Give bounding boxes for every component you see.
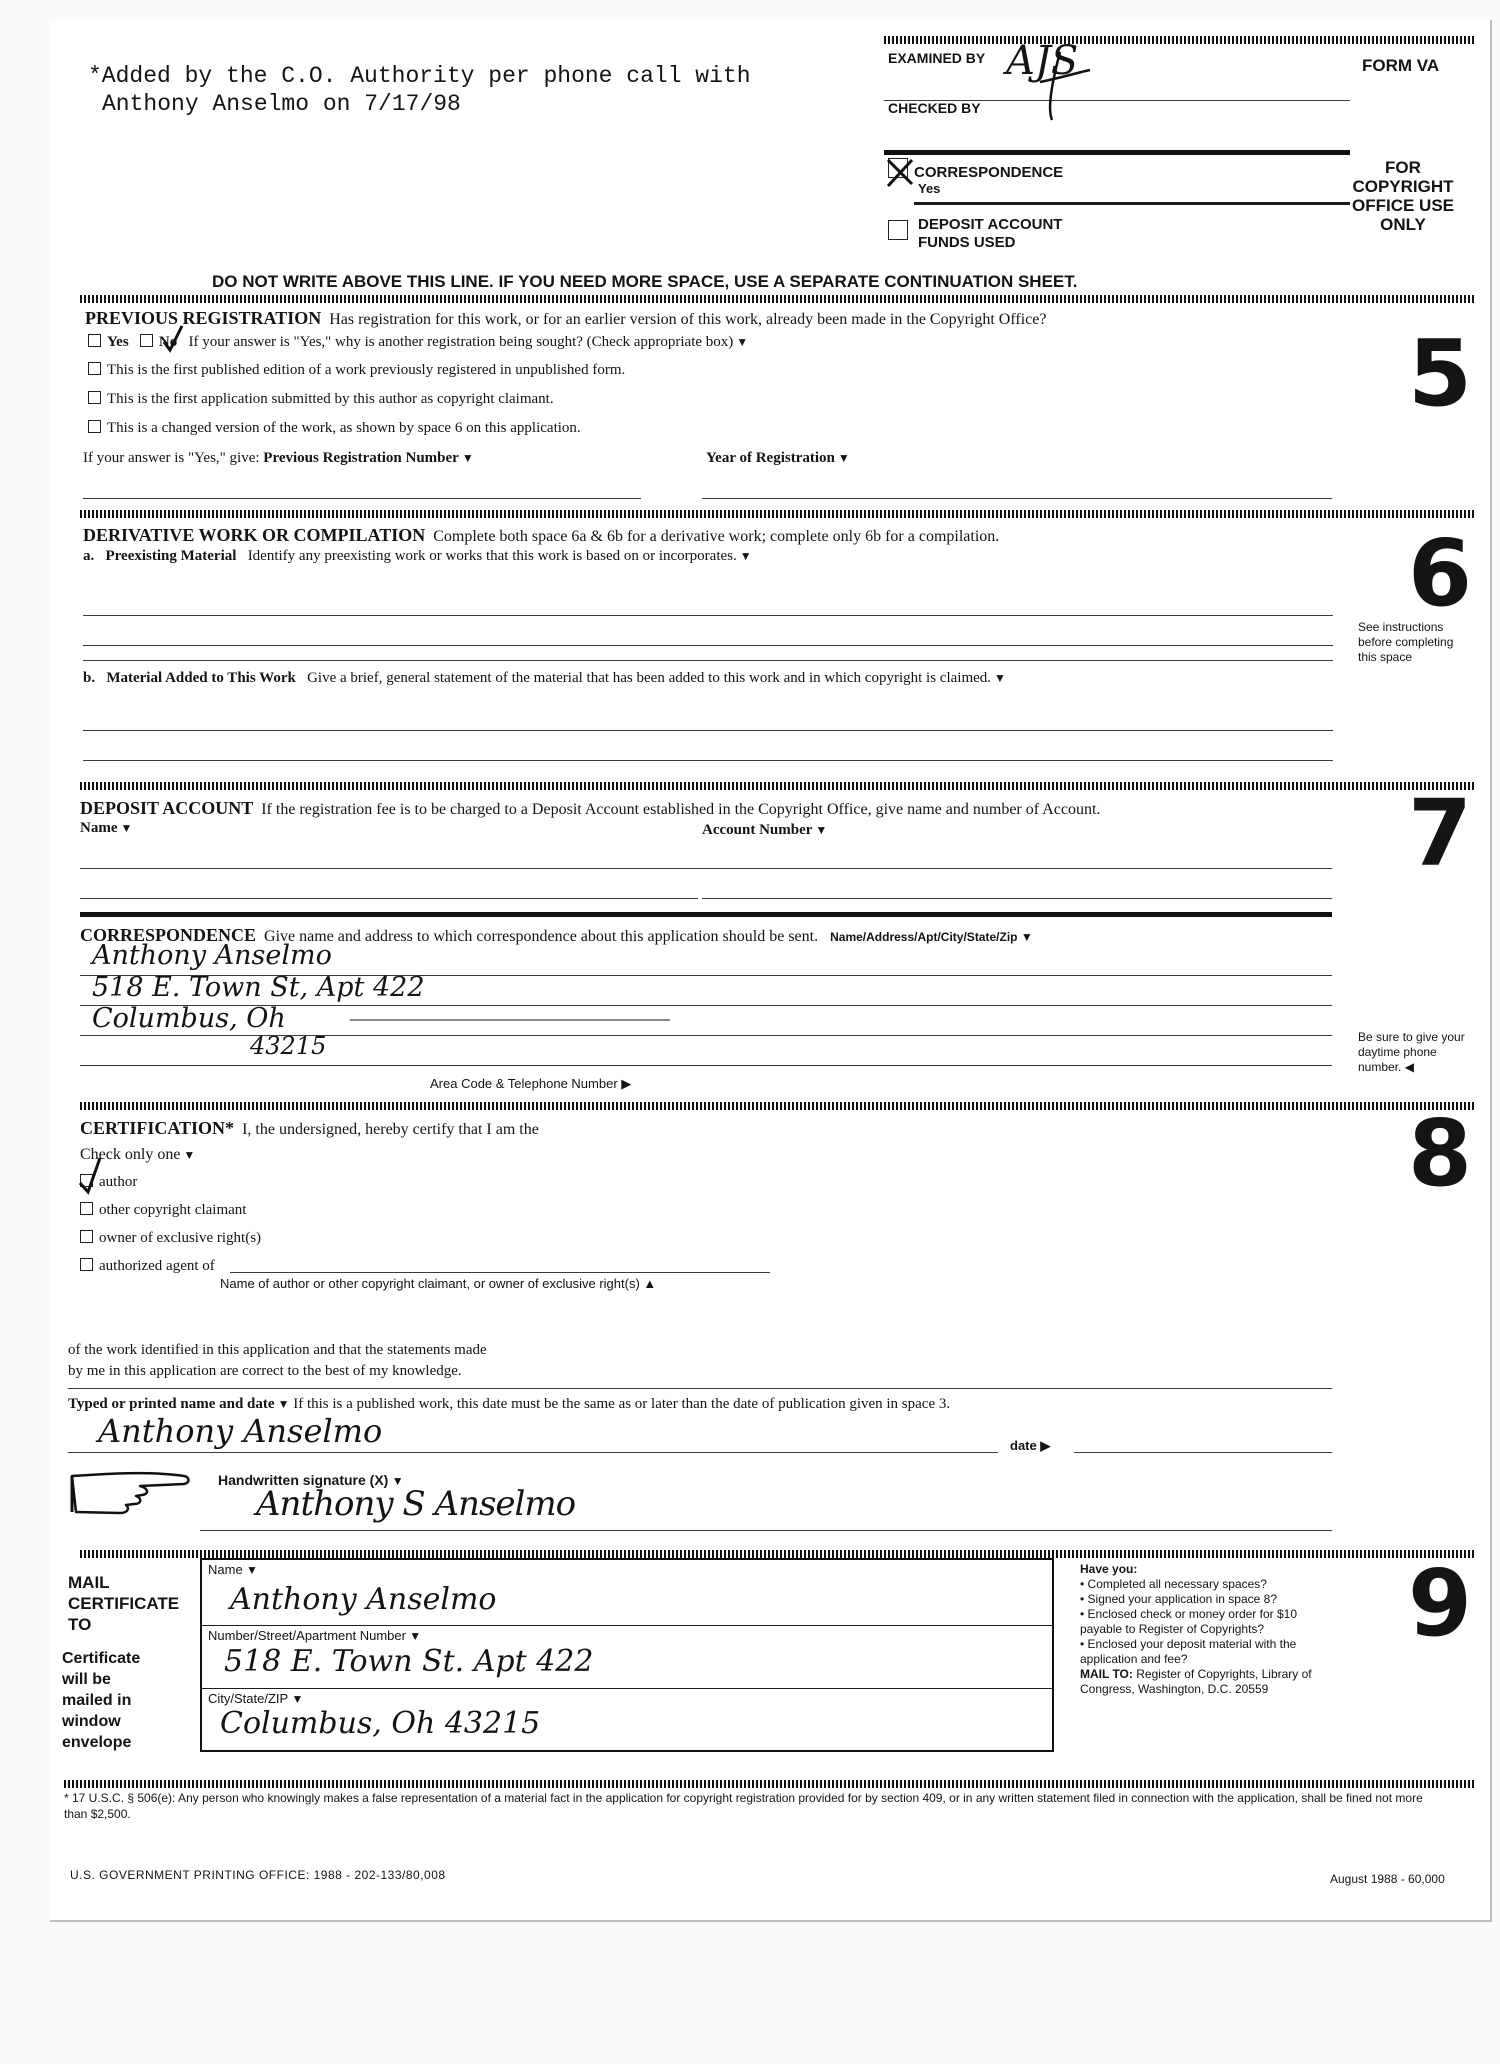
- mail-cert-label: MAIL CERTIFICATE TO: [68, 1573, 180, 1634]
- deriv-heading: DERIVATIVE WORK OR COMPILATION: [83, 525, 426, 545]
- mail-street-value[interactable]: 518 E. Town St. Apt 422: [224, 1644, 594, 1679]
- added-note-line2: Anthony Anselmo on 7/17/98: [102, 91, 461, 117]
- deposit-name-label: Name ▼: [80, 820, 132, 837]
- corr-city: Columbus, Oh: [92, 1003, 286, 1034]
- phone-label-text: Area Code & Telephone Number: [430, 1076, 618, 1091]
- correspondence-label: CORRESPONDENCE: [914, 164, 1064, 181]
- deposit-text: If the registration fee is to be charged to a Deposit Account established in the Copyright Office, give name and number of Account.: [261, 801, 1101, 818]
- author-label: author: [99, 1174, 138, 1190]
- typed-name-value: Anthony Anselmo: [98, 1412, 383, 1450]
- deriv-a-text: Identify any preexisting work or works that this work is based on or incorporates. ▼: [248, 548, 752, 564]
- checklist-title: Have you:: [1080, 1562, 1138, 1576]
- opt-b-label: This is the first application submitted by this author as copyright claimant.: [107, 391, 554, 407]
- deriv-a-title: Preexisting Material: [105, 548, 237, 564]
- cert-check-one: Check only one ▼: [80, 1146, 195, 1164]
- mail-name-caption: Name ▼: [208, 1562, 258, 1577]
- prev-reg-no-label: No: [158, 334, 178, 350]
- checked-by-label: CHECKED BY: [888, 100, 981, 116]
- section7-number: 7: [1408, 780, 1473, 887]
- checklist-item-4: • Enclosed your deposit material with the application and fee?: [1080, 1637, 1297, 1666]
- checklist-item-4-text: Enclosed your deposit material with the application and fee?: [1080, 1637, 1297, 1666]
- form-page: [50, 20, 1492, 1922]
- correspondence-yes: Yes: [918, 181, 941, 196]
- agent-label: authorized agent of: [99, 1258, 215, 1274]
- agent-caption-text: Name of author or other copyright claimant, or owner of exclusive right(s): [220, 1276, 640, 1291]
- law-note: * 17 U.S.C. § 506(e): Any person who knowingly makes a false representation of a material fact in the application for copyright registration provided for by section 409, or in any written statement filed in connection with the application, shall be fined not more than $2,500.: [64, 1791, 1423, 1821]
- typed-name-label: Typed or printed name and date ▼: [68, 1396, 289, 1412]
- mail-street-caption: Number/Street/Apartment Number ▼: [208, 1628, 421, 1643]
- section8-number: 8: [1408, 1100, 1473, 1207]
- date-label-text: date: [1010, 1438, 1037, 1453]
- corr-fields: Name/Address/Apt/City/State/Zip ▼: [830, 930, 1033, 944]
- mail-city-value[interactable]: Columbus, Oh 43215: [220, 1706, 541, 1741]
- deriv-instruction: Complete both space 6a & 6b for a derivative work; complete only 6b for a compilation.: [433, 528, 1000, 545]
- checklist-item-3: • Enclosed check or money order for $10 payable to Register of Copyrights?: [1080, 1607, 1297, 1636]
- deposit-heading: DEPOSIT ACCOUNT: [80, 798, 254, 818]
- mail-to-label: MAIL TO:: [1080, 1667, 1133, 1681]
- added-note-line1: *Added by the C.O. Authority per phone call with: [88, 63, 751, 89]
- cert-intro: I, the undersigned, hereby certify that I am the: [242, 1121, 539, 1138]
- window-envelope-note: Certificate will be mailed in window envelope: [62, 1650, 141, 1751]
- deposit-account-label: Account Number ▼: [702, 822, 827, 839]
- corr-text: Give name and address to which correspondence about this application should be sent.: [264, 928, 819, 945]
- agent-caption: Name of author or other copyright claimant, or owner of exclusive right(s) ▲: [220, 1276, 657, 1291]
- checklist-item-2-text: Signed your application in space 8?: [1087, 1592, 1278, 1606]
- corr-street: 518 E. Town St, Apt 422: [92, 972, 425, 1003]
- section5-number: 5: [1408, 320, 1473, 427]
- deriv-b-title: Material Added to This Work: [106, 670, 296, 686]
- prev-reg-number-label: Previous Registration Number ▼: [263, 450, 473, 466]
- opt-c-label: This is a changed version of the work, as shown by space 6 on this application.: [107, 420, 581, 436]
- phone-label: Area Code & Telephone Number ▶: [430, 1076, 632, 1091]
- date-label: date ▶: [1010, 1438, 1051, 1453]
- deriv-side-note: See instructions before completing this space: [1358, 620, 1454, 664]
- checklist-item-1: • Completed all necessary spaces?: [1080, 1577, 1267, 1591]
- section9-number: 9: [1408, 1550, 1473, 1657]
- funds-used-label: FUNDS USED: [918, 234, 1016, 251]
- form-va-label: FORM VA: [1362, 56, 1440, 75]
- signature-value: Anthony S Anselmo: [256, 1484, 576, 1524]
- owner-label: owner of exclusive right(s): [99, 1230, 262, 1246]
- edition-line: August 1988 - 60,000: [1330, 1872, 1445, 1886]
- cert-statement-1: of the work identified in this application and that the statements made: [68, 1342, 487, 1358]
- office-use-label: FOR COPYRIGHT OFFICE USE ONLY: [1351, 158, 1454, 234]
- prev-reg-yes-label: Yes: [107, 334, 129, 350]
- gpo-line: U.S. GOVERNMENT PRINTING OFFICE: 1988 - 202-133/80,008: [70, 1868, 446, 1882]
- opt-a-label: This is the first published edition of a work previously registered in unpublished form.: [107, 362, 626, 378]
- checklist-item-3-text: Enclosed check or money order for $10 payable to Register of Copyrights?: [1080, 1607, 1297, 1636]
- handwritten-marks: [50, 20, 1490, 1920]
- deriv-b-letter: b.: [83, 670, 96, 686]
- give-label: If your answer is "Yes," give:: [83, 450, 260, 466]
- corr-zip: 43215: [250, 1032, 327, 1060]
- signature-label: Handwritten signature (X) ▼: [218, 1472, 404, 1488]
- checklist-item-1-text: Completed all necessary spaces?: [1087, 1577, 1267, 1591]
- prev-reg-why: If your answer is "Yes," why is another registration being sought? (Check appropriate box) ▼: [189, 334, 749, 350]
- typed-name-text: If this is a published work, this date must be the same as or later than the date of publication given in space 3.: [293, 1396, 951, 1412]
- prev-reg-heading: PREVIOUS REGISTRATION: [85, 308, 322, 328]
- corr-heading: CORRESPONDENCE: [80, 925, 257, 945]
- examined-by-label: EXAMINED BY: [888, 50, 986, 66]
- phone-side-note-text: Be sure to give your daytime phone number.: [1358, 1030, 1465, 1074]
- checklist-item-2: • Signed your application in space 8?: [1080, 1592, 1278, 1606]
- mail-city-caption: City/State/ZIP ▼: [208, 1691, 303, 1706]
- other-claimant-label: other copyright claimant: [99, 1202, 247, 1218]
- examiner-initials: AJS: [1006, 38, 1079, 84]
- do-not-write-line: DO NOT WRITE ABOVE THIS LINE. IF YOU NEED MORE SPACE, USE A SEPARATE CONTINUATION SHEET.: [212, 272, 1078, 291]
- cert-heading: CERTIFICATION*: [80, 1118, 235, 1138]
- prev-reg-question: Has registration for this work, or for an earlier version of this work, already been made in the Copyright Office?: [329, 311, 1047, 328]
- year-of-reg-label: Year of Registration ▼: [706, 450, 850, 467]
- cert-statement-2: by me in this application are correct to the best of my knowledge.: [68, 1363, 462, 1379]
- corr-name: Anthony Anselmo: [92, 940, 332, 971]
- mail-to-address: Register of Copyrights, Library of Congress, Washington, D.C. 20559: [1080, 1667, 1312, 1696]
- deriv-a-letter: a.: [83, 548, 95, 564]
- deriv-b-text: Give a brief, general statement of the material that has been added to this work and in which copyright is claimed. ▼: [307, 670, 1006, 686]
- mail-name-value[interactable]: Anthony Anselmo: [230, 1582, 497, 1617]
- phone-side-note: Be sure to give your daytime phone number. ◀: [1358, 1030, 1465, 1074]
- section6-number: 6: [1408, 520, 1473, 627]
- deposit-account-office-label: DEPOSIT ACCOUNT: [918, 216, 1063, 233]
